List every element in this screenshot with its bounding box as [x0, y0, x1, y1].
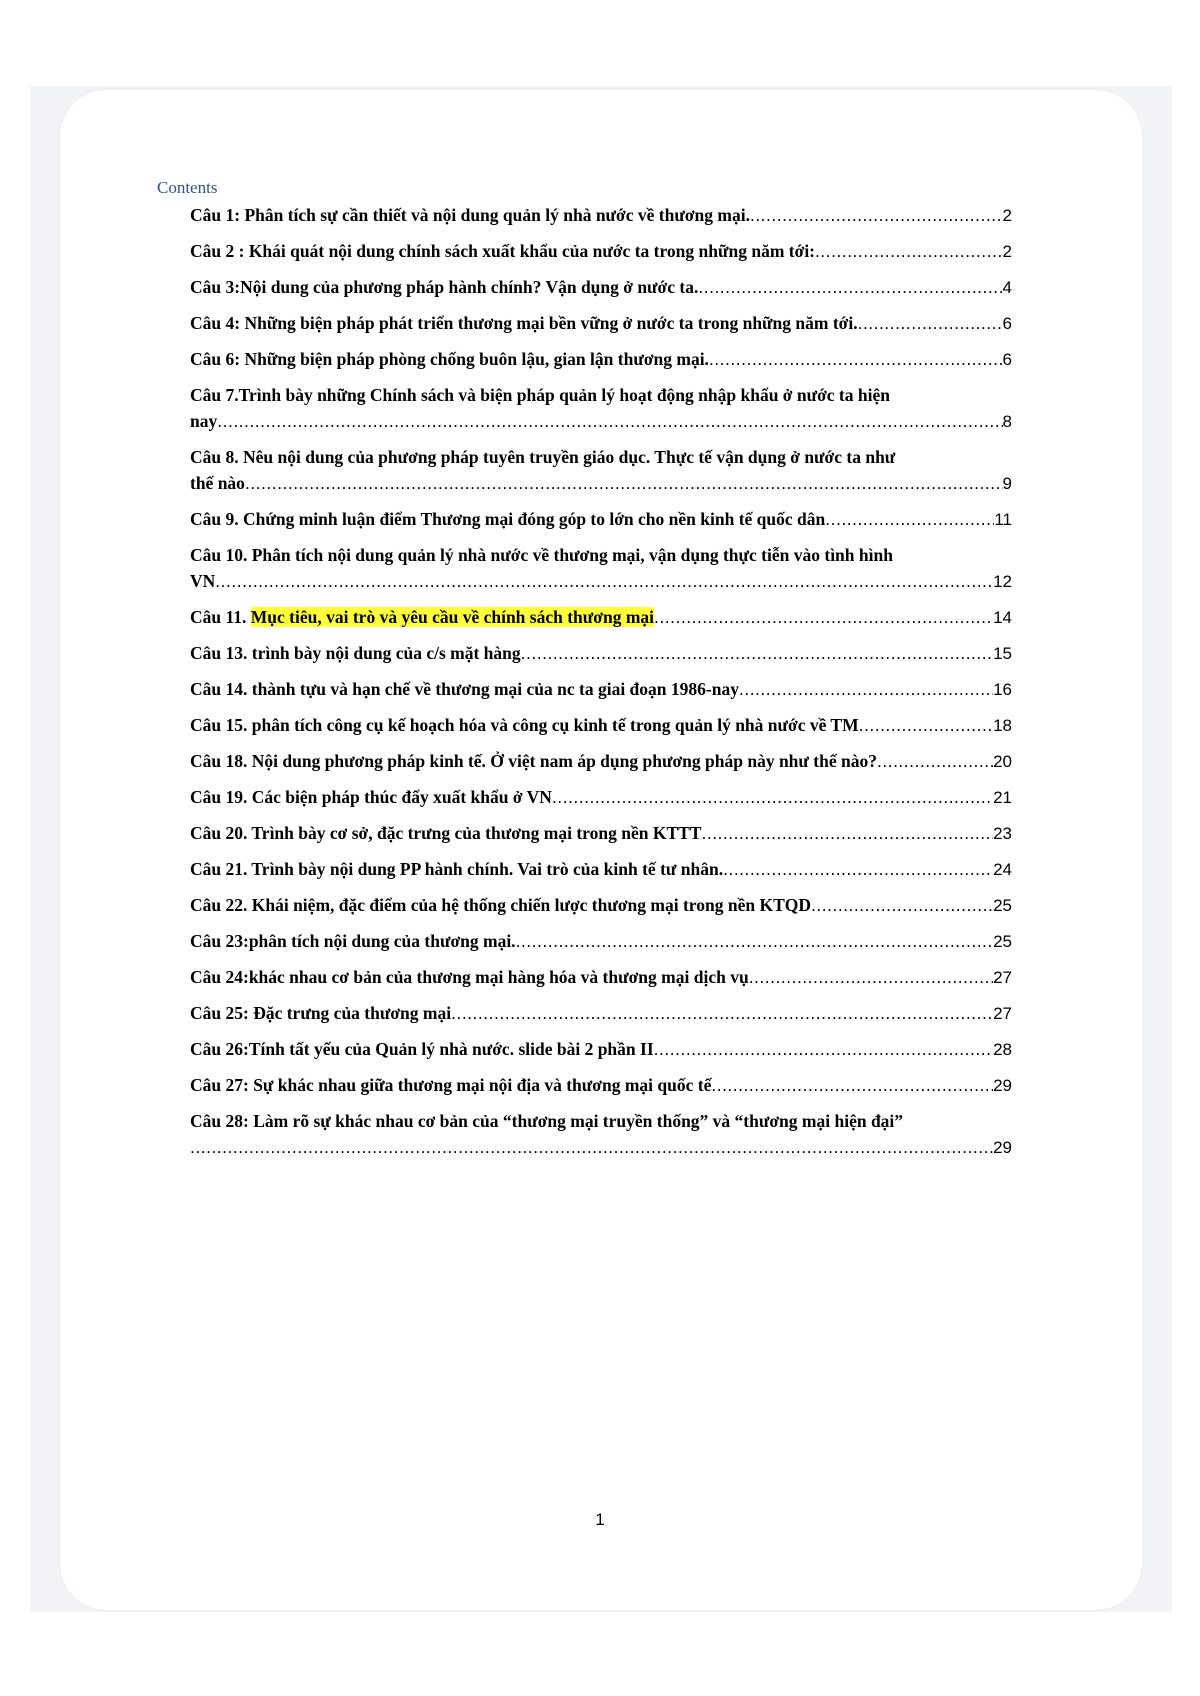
dot-leader: [858, 310, 1003, 336]
toc-entry-line: [190, 1000, 1012, 1026]
toc-entry-label: Câu 15. phân tích công cụ kế hoạch hóa và công cụ kinh tế trong quản lý nhà nước về TM: [190, 715, 859, 735]
dot-leader: [811, 892, 993, 918]
dot-leader: [654, 604, 993, 630]
toc-entry-label: Câu 2 : Khái quát nội dung chính sách xuất khẩu của nước ta trong những năm tới:: [190, 241, 816, 261]
dot-leader: [723, 856, 993, 882]
toc-page-number: 24: [993, 860, 1012, 879]
toc-entry[interactable]: [190, 274, 1012, 300]
dot-leader: [749, 964, 993, 990]
toc-entry[interactable]: [190, 856, 1012, 882]
toc-entry-line: [190, 892, 1012, 918]
toc-page-number: 29: [993, 1138, 1012, 1157]
toc-entry-label: Câu 24:khác nhau cơ bản của thương mại hàng hóa và thương mại dịch vụ: [190, 967, 749, 987]
toc-entry-label: Câu 14. thành tựu và hạn chế về thương mại của nc ta giai đoạn 1986-nay: [190, 679, 739, 699]
toc-page-number: 25: [993, 932, 1012, 951]
toc-page-number: 16: [993, 680, 1012, 699]
toc-page-number: 4: [1002, 278, 1012, 297]
toc-entry-label: [190, 604, 654, 630]
dot-leader: [516, 928, 994, 954]
toc-entry[interactable]: [190, 712, 1012, 738]
toc-page-number: 2: [1002, 206, 1012, 225]
dot-leader: [711, 1072, 993, 1098]
toc-entry-line: [190, 784, 1012, 810]
toc-entry-line: [190, 506, 1012, 532]
dot-leader: [698, 274, 1002, 300]
toc-entry-label: Câu 4: Những biện pháp phát triển thương mại bền vững ở nước ta trong những năm tới.: [190, 313, 858, 333]
toc-entry-label: Câu 7.Trình bày những Chính sách và biện pháp quản lý hoạt động nhập khẩu ở nước ta hiện: [190, 385, 890, 405]
toc-entry[interactable]: [190, 964, 1012, 990]
toc-page-number: 21: [993, 788, 1012, 807]
toc-entry-label: nay: [190, 411, 218, 431]
toc-page-number: 11: [994, 510, 1012, 529]
dot-leader: [859, 712, 993, 738]
toc-entry-label: Câu 26:Tính tất yếu của Quản lý nhà nước. slide bài 2 phần II: [190, 1039, 654, 1059]
toc-entry-label: Câu 27: Sự khác nhau giữa thương mại nội địa và thương mại quốc tế: [190, 1075, 712, 1095]
toc-entry-line: [190, 1072, 1012, 1098]
toc-entry[interactable]: [190, 542, 1012, 594]
toc-entry-line: [190, 346, 1012, 372]
highlighted-text: Mục tiêu, vai trò và yêu cầu về chính sách thương mại: [250, 607, 655, 627]
toc-entry-line: [190, 568, 1012, 594]
toc-entry[interactable]: [190, 382, 1012, 434]
toc-entry-label: VN: [190, 571, 216, 591]
toc-entry-label: Câu 19. Các biện pháp thúc đẩy xuất khẩu ở VN: [190, 787, 552, 807]
toc-entry-label: Câu 22. Khái niệm, đặc điểm của hệ thống chiến lược thương mại trong nền KTQD: [190, 895, 812, 915]
toc-page-number: 9: [1002, 474, 1012, 493]
toc-entry-line: [190, 712, 1012, 738]
toc-entry-line: [190, 274, 1012, 300]
toc-page-number: 6: [1002, 314, 1012, 333]
toc-entry[interactable]: [190, 1072, 1012, 1098]
toc-entry-line: [190, 748, 1012, 774]
dot-leader: [701, 820, 993, 846]
dot-leader: [709, 346, 1003, 372]
dot-leader: [215, 568, 993, 594]
toc-entry[interactable]: [190, 506, 1012, 532]
toc-page-number: 27: [993, 968, 1012, 987]
toc-entry[interactable]: [190, 676, 1012, 702]
dot-leader: [654, 1036, 993, 1062]
dot-leader: [451, 1000, 993, 1026]
dot-leader: [815, 238, 1003, 264]
toc-entry[interactable]: [190, 604, 1012, 630]
toc-entry-line: [190, 470, 1012, 496]
toc-entry[interactable]: [190, 444, 1012, 496]
toc-entry-line: [190, 964, 1012, 990]
page-number: 1: [595, 1510, 605, 1529]
toc-entry[interactable]: [190, 892, 1012, 918]
dot-leader: [739, 676, 993, 702]
toc-page-number: 18: [993, 716, 1012, 735]
toc-entry-label: Câu 25: Đặc trưng của thương mại: [190, 1003, 452, 1023]
toc-page-number: 29: [993, 1076, 1012, 1095]
toc-entry-line: [190, 640, 1012, 666]
toc-page-number: 2: [1002, 242, 1012, 261]
toc-entry-label: Câu 23:phân tích nội dung của thương mại.: [190, 931, 516, 951]
toc-page-number: 25: [993, 896, 1012, 915]
toc-entry-line: [190, 238, 1012, 264]
toc-page-number: 28: [993, 1040, 1012, 1059]
toc-entry[interactable]: [190, 928, 1012, 954]
toc-entry-label: Câu 20. Trình bày cơ sở, đặc trưng của thương mại trong nền KTTT: [190, 823, 702, 843]
toc-page-number: 15: [993, 644, 1012, 663]
dot-leader: [877, 748, 993, 774]
toc-entry-line: [190, 820, 1012, 846]
toc-entry[interactable]: [190, 238, 1012, 264]
toc-entry-line: [190, 676, 1012, 702]
toc-entry[interactable]: [190, 1036, 1012, 1062]
toc-entry-label: Câu 13. trình bày nội dung của c/s mặt hàng: [190, 643, 521, 663]
dot-leader: [552, 784, 993, 810]
toc-entry-label: Câu 10. Phân tích nội dung quản lý nhà nước về thương mại, vận dụng thực tiễn vào tình hình: [190, 545, 893, 565]
toc-entry[interactable]: [190, 1108, 1012, 1160]
toc-entry-line: [190, 1036, 1012, 1062]
toc-entry-label: Câu 9. Chứng minh luận điểm Thương mại đóng góp to lớn cho nền kinh tế quốc dân: [190, 509, 826, 529]
toc-entry[interactable]: [190, 820, 1012, 846]
dot-leader: [521, 640, 993, 666]
dot-leader: [190, 1134, 993, 1160]
toc-entry[interactable]: [190, 784, 1012, 810]
toc-entry-line: [190, 202, 1012, 228]
toc-page-number: 23: [993, 824, 1012, 843]
toc-entry[interactable]: [190, 640, 1012, 666]
dot-leader: [217, 408, 1002, 434]
toc-page-number: 6: [1002, 350, 1012, 369]
toc-page-number: 12: [993, 572, 1012, 591]
toc-entry-line: [190, 408, 1012, 434]
toc-entry-label: Câu 8. Nêu nội dung của phương pháp tuyên truyền giáo dục. Thực tế vận dụng ở nước ta như: [190, 447, 896, 467]
toc-page-number: 27: [993, 1004, 1012, 1023]
toc-page-number: 14: [993, 608, 1012, 627]
toc-entry-label: Câu 28: Làm rõ sự khác nhau cơ bản của “thương mại truyền thống” và “thương mại hiện đại”: [190, 1111, 904, 1131]
toc-entry[interactable]: [190, 346, 1012, 372]
toc-entry-label: thế nào: [190, 473, 245, 493]
toc-entry-line: [190, 856, 1012, 882]
toc-entry[interactable]: [190, 748, 1012, 774]
toc-page-number: 20: [993, 752, 1012, 771]
contents-heading: Contents: [157, 178, 218, 197]
toc-entry-line: [190, 310, 1012, 336]
dot-leader: [825, 506, 994, 532]
dot-leader: [245, 470, 1003, 496]
toc-entry[interactable]: [190, 202, 1012, 228]
toc-entry-label: Câu 21. Trình bày nội dung PP hành chính. Vai trò của kinh tế tư nhân.: [190, 859, 724, 879]
toc-entry-line: [190, 928, 1012, 954]
toc-entry-prefix: Câu 11.: [190, 607, 251, 627]
toc-entry-line: [190, 1134, 1012, 1160]
table-of-contents: [190, 202, 1012, 1170]
toc-entry-label: Câu 1: Phân tích sự cần thiết và nội dung quản lý nhà nước về thương mại.: [190, 205, 750, 225]
toc-entry-label: Câu 18. Nội dung phương pháp kinh tế. Ở việt nam áp dụng phương pháp này như thế nào?: [190, 751, 877, 771]
toc-entry-line: [190, 604, 1012, 630]
toc-page-number: 8: [1002, 412, 1012, 431]
toc-entry[interactable]: [190, 1000, 1012, 1026]
toc-entry-label: Câu 3:Nội dung của phương pháp hành chính? Vận dụng ở nước ta.: [190, 277, 699, 297]
dot-leader: [750, 202, 1003, 228]
toc-entry[interactable]: [190, 310, 1012, 336]
toc-entry-label: Câu 6: Những biện pháp phòng chống buôn lậu, gian lận thương mại.: [190, 349, 709, 369]
